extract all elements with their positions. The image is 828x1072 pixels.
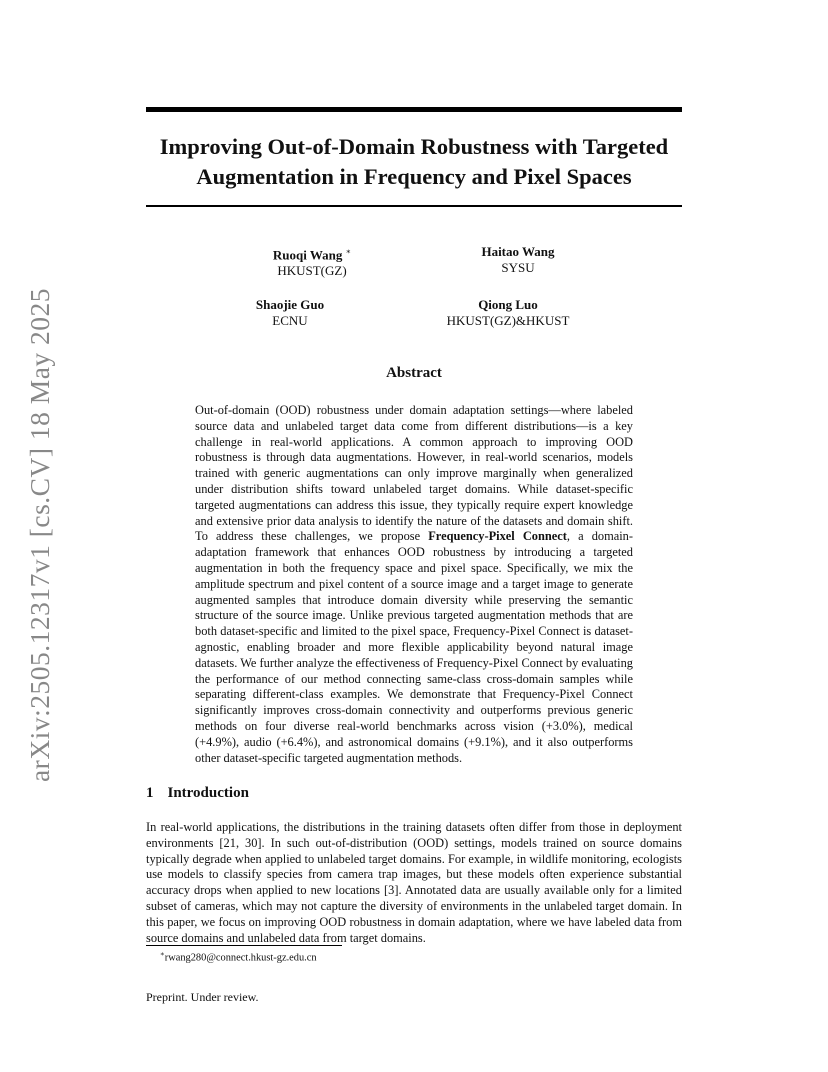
footnote-text: rwang280@connect.hkust-gz.edu.cn [164, 952, 317, 964]
author-affiliation: SYSU [501, 260, 535, 275]
title-line-1: Improving Out-of-Domain Robustness with Targeted [159, 134, 669, 159]
title-bottom-rule [146, 205, 682, 207]
section-title: Introduction [167, 785, 249, 801]
footnote-mark: ∗ [160, 950, 165, 958]
author-name: Ruoqi Wang ∗ [272, 247, 352, 263]
paper-title [146, 132, 682, 192]
introduction-paragraph: In real-world applications, the distributions in the training datasets often differ from those in deployment environments [21, 30]. In such out-of-distribution (OOD) settings, models trained on source domains typically degrade when applied to unlabeled target domains. For example, in wildlife monitoring, ecologists use models to classify species from camera trap images, but these models often experience substantial accuracy drops when applied to new locations [3]. Annotated data are usually available only for a limited subset of cameras, which may not capture the diversity of environments in the unlabeled target domain. In this paper, we focus on improving OOD robustness in domain adaptation, where we have labeled data from source domains and unlabeled data from target domains. [146, 820, 682, 945]
author-block [202, 244, 422, 279]
method-name: Frequency-Pixel Connect [428, 529, 567, 544]
title-line-2: Augmentation in Frequency and Pixel Spaces [196, 164, 632, 189]
author-name: Qiong Luo [478, 297, 538, 312]
author-affiliation: HKUST(GZ) [277, 263, 347, 279]
author-affiliation: HKUST(GZ)&HKUST [446, 313, 570, 328]
author-name: Shaojie Guo [255, 297, 325, 312]
author-block [398, 297, 618, 329]
footnote-marker: ∗ [345, 247, 352, 256]
author-name: Haitao Wang [481, 244, 555, 259]
arxiv-identifier-text: arXiv:2505.12317v1 [cs.CV] 18 May 2025 [24, 287, 55, 783]
author-block [180, 297, 400, 329]
abstract-heading: Abstract [386, 365, 442, 381]
section-heading [146, 785, 249, 802]
abstract-body: Out-of-domain (OOD) robustness under domain adaptation settings—where labeled source data and unlabeled target data come from different distributions—is a key challenge in real-world applications. A common approach to improving OOD robustness is through data augmentations. However, in real-world scenarios, models trained with generic augmentations can only improve marginally when generalized under distribution shifts toward unlabeled target domains. While dataset-specific targeted augmentations can address this issue, they typically require expert knowledge and extensive prior data analysis to identify the nature of the datasets and domain shift. To address these challenges, we propose Frequency-Pixel Connect, a domain-adaptation framework that enhances OOD robustness by introducing a targeted augmentation in both the frequency space and pixel space. Specifically, we mix the amplitude spectrum and pixel content of a source image and a target image to generate augmented samples that introduce domain diversity while preserving the semantic structure of the source image. Unlike previous targeted augmentation methods that are both dataset-specific and limited to the pixel space, Frequency-Pixel Connect is dataset-agnostic, enabling broader and more flexible applicability beyond natural image datasets. We further analyze the effectiveness of Frequency-Pixel Connect by evaluating the performance of our method connecting same-class cross-domain samples while separating different-class examples. We demonstrate that Frequency-Pixel Connect significantly improves cross-domain connectivity and outperforms previous generic methods on four diverse real-world benchmarks across vision (+3.0%), medical (+4.9%), audio (+6.4%), and astronomical domains (+9.1%), and it also outperforms other dataset-specific targeted augmentation methods. [195, 403, 633, 765]
footnote-rule [146, 945, 342, 946]
section-number: 1 [146, 785, 154, 801]
preprint-notice: Preprint. Under review. [146, 990, 259, 1004]
title-top-rule [146, 107, 682, 112]
arxiv-identifier [22, 287, 58, 783]
author-block [408, 244, 628, 276]
author-affiliation: ECNU [272, 313, 308, 328]
footnote [160, 950, 317, 963]
